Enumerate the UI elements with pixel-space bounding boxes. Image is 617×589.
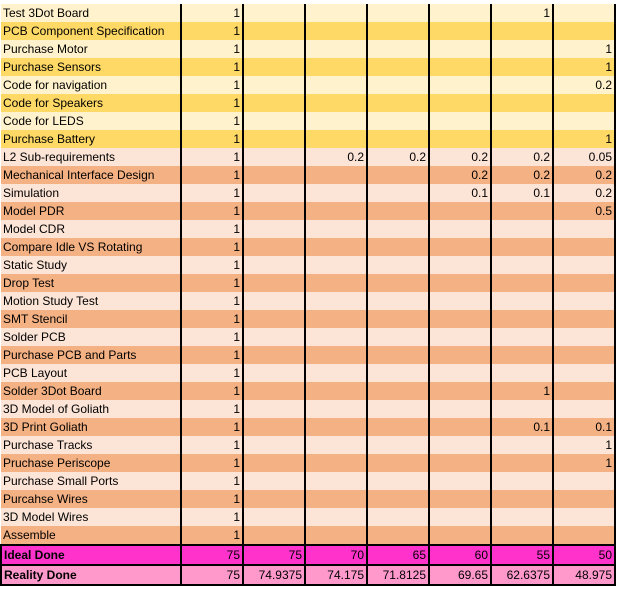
task-name-cell[interactable]: 3D Model of Goliath <box>1 400 181 418</box>
value-cell[interactable] <box>491 274 553 292</box>
value-cell[interactable] <box>367 22 429 40</box>
value-cell[interactable] <box>367 202 429 220</box>
table-row <box>1 310 615 328</box>
value-cell[interactable] <box>491 202 553 220</box>
value-cell[interactable] <box>367 112 429 130</box>
task-name-cell[interactable]: Code for navigation <box>1 76 181 94</box>
value-cell[interactable]: 1 <box>181 454 243 472</box>
value-cell[interactable]: 1 <box>491 4 553 22</box>
value-cell[interactable] <box>491 112 553 130</box>
value-cell[interactable]: 1 <box>181 238 243 256</box>
value-cell[interactable] <box>429 112 491 130</box>
value-cell[interactable] <box>243 310 305 328</box>
value-cell[interactable]: 1 <box>181 310 243 328</box>
task-name-cell[interactable]: 3D Print Goliath <box>1 418 181 436</box>
value-cell[interactable] <box>491 454 553 472</box>
task-name-cell[interactable]: Drop Test <box>1 274 181 292</box>
value-cell[interactable]: 0.5 <box>553 202 615 220</box>
value-cell[interactable] <box>367 256 429 274</box>
table-row <box>1 148 615 166</box>
value-cell[interactable]: 0.1 <box>491 184 553 202</box>
value-cell[interactable]: 1 <box>181 148 243 166</box>
value-cell[interactable] <box>429 364 491 382</box>
value-cell[interactable] <box>553 220 615 238</box>
value-cell[interactable]: 0.2 <box>553 166 615 184</box>
value-cell[interactable] <box>491 22 553 40</box>
value-cell[interactable] <box>553 328 615 346</box>
value-cell[interactable]: 75 <box>243 545 305 565</box>
value-cell[interactable] <box>305 4 367 22</box>
value-cell[interactable] <box>553 310 615 328</box>
value-cell[interactable] <box>305 472 367 490</box>
value-cell[interactable] <box>243 328 305 346</box>
value-cell[interactable] <box>429 454 491 472</box>
value-cell[interactable] <box>243 490 305 508</box>
value-cell[interactable] <box>553 22 615 40</box>
value-cell[interactable] <box>305 184 367 202</box>
value-cell[interactable] <box>243 166 305 184</box>
value-cell[interactable]: 1 <box>181 256 243 274</box>
task-name-cell[interactable]: PCB Layout <box>1 364 181 382</box>
value-cell[interactable] <box>243 454 305 472</box>
value-cell[interactable] <box>305 22 367 40</box>
value-cell[interactable] <box>429 130 491 148</box>
value-cell[interactable] <box>243 508 305 526</box>
value-cell[interactable]: 69.65 <box>429 565 491 585</box>
value-cell[interactable]: 1 <box>181 382 243 400</box>
value-cell[interactable] <box>305 436 367 454</box>
value-cell[interactable]: 1 <box>181 166 243 184</box>
table-row <box>1 436 615 454</box>
value-cell[interactable] <box>491 94 553 112</box>
task-name-cell[interactable]: Purchase PCB and Parts <box>1 346 181 364</box>
value-cell[interactable]: 74.9375 <box>243 565 305 585</box>
value-cell[interactable] <box>367 4 429 22</box>
value-cell[interactable]: 48.975 <box>553 565 615 585</box>
table-row <box>1 472 615 490</box>
value-cell[interactable] <box>367 418 429 436</box>
value-cell[interactable] <box>305 382 367 400</box>
value-cell[interactable] <box>429 4 491 22</box>
value-cell[interactable] <box>553 256 615 274</box>
value-cell[interactable] <box>243 526 305 545</box>
value-cell[interactable] <box>429 400 491 418</box>
value-cell[interactable] <box>491 292 553 310</box>
table-row <box>1 346 615 364</box>
summary-row <box>1 565 615 585</box>
table-row <box>1 418 615 436</box>
value-cell[interactable] <box>305 364 367 382</box>
value-cell[interactable]: 1 <box>181 184 243 202</box>
value-cell[interactable] <box>305 256 367 274</box>
value-cell[interactable] <box>491 328 553 346</box>
table-row <box>1 508 615 526</box>
value-cell[interactable]: 1 <box>181 472 243 490</box>
value-cell[interactable] <box>367 346 429 364</box>
value-cell[interactable] <box>243 76 305 94</box>
value-cell[interactable] <box>305 238 367 256</box>
value-cell[interactable] <box>243 256 305 274</box>
value-cell[interactable] <box>243 94 305 112</box>
value-cell[interactable] <box>243 382 305 400</box>
task-name-cell[interactable]: Purchase Sensors <box>1 58 181 76</box>
value-cell[interactable] <box>305 274 367 292</box>
value-cell[interactable]: 0.1 <box>491 418 553 436</box>
value-cell[interactable] <box>553 490 615 508</box>
value-cell[interactable] <box>491 526 553 545</box>
value-cell[interactable] <box>553 400 615 418</box>
value-cell[interactable] <box>429 346 491 364</box>
value-cell[interactable] <box>429 76 491 94</box>
value-cell[interactable]: 62.6375 <box>491 565 553 585</box>
table-row <box>1 58 615 76</box>
value-cell[interactable] <box>243 130 305 148</box>
task-name-cell[interactable]: Model PDR <box>1 202 181 220</box>
value-cell[interactable] <box>243 58 305 76</box>
value-cell[interactable] <box>243 436 305 454</box>
value-cell[interactable]: 50 <box>553 545 615 565</box>
value-cell[interactable]: 1 <box>181 94 243 112</box>
value-cell[interactable] <box>305 220 367 238</box>
value-cell[interactable] <box>429 292 491 310</box>
value-cell[interactable] <box>243 346 305 364</box>
table-body <box>1 4 615 585</box>
value-cell[interactable] <box>367 238 429 256</box>
value-cell[interactable] <box>367 310 429 328</box>
value-cell[interactable] <box>305 58 367 76</box>
value-cell[interactable] <box>491 58 553 76</box>
value-cell[interactable]: 1 <box>491 382 553 400</box>
value-cell[interactable]: 74.175 <box>305 565 367 585</box>
value-cell[interactable]: 1 <box>181 400 243 418</box>
value-cell[interactable] <box>553 346 615 364</box>
value-cell[interactable]: 1 <box>181 490 243 508</box>
value-cell[interactable] <box>491 472 553 490</box>
value-cell[interactable] <box>429 310 491 328</box>
table-row <box>1 202 615 220</box>
spreadsheet <box>0 4 616 586</box>
task-name-cell[interactable]: Purchase Battery <box>1 130 181 148</box>
value-cell[interactable] <box>553 364 615 382</box>
value-cell[interactable] <box>305 94 367 112</box>
value-cell[interactable] <box>367 400 429 418</box>
value-cell[interactable] <box>429 238 491 256</box>
value-cell[interactable] <box>367 184 429 202</box>
value-cell[interactable]: 0.2 <box>491 148 553 166</box>
value-cell[interactable]: 0.2 <box>491 166 553 184</box>
value-cell[interactable] <box>429 436 491 454</box>
task-name-cell[interactable]: Compare Idle VS Rotating <box>1 238 181 256</box>
table-row <box>1 526 615 545</box>
value-cell[interactable] <box>367 220 429 238</box>
task-name-cell[interactable]: Assemble <box>1 526 181 545</box>
table-row <box>1 166 615 184</box>
value-cell[interactable] <box>367 436 429 454</box>
value-cell[interactable] <box>491 220 553 238</box>
value-cell[interactable] <box>243 112 305 130</box>
value-cell[interactable] <box>305 418 367 436</box>
value-cell[interactable] <box>367 94 429 112</box>
value-cell[interactable] <box>429 382 491 400</box>
value-cell[interactable] <box>491 76 553 94</box>
value-cell[interactable] <box>429 490 491 508</box>
value-cell[interactable] <box>429 40 491 58</box>
table-row <box>1 274 615 292</box>
value-cell[interactable]: 65 <box>367 545 429 565</box>
table-row <box>1 184 615 202</box>
value-cell[interactable]: 1 <box>181 4 243 22</box>
value-cell[interactable]: 1 <box>181 526 243 545</box>
value-cell[interactable] <box>429 328 491 346</box>
value-cell[interactable]: 1 <box>181 76 243 94</box>
task-name-cell[interactable]: Mechanical Interface Design <box>1 166 181 184</box>
task-name-cell[interactable]: Solder 3Dot Board <box>1 382 181 400</box>
value-cell[interactable] <box>367 76 429 94</box>
value-cell[interactable] <box>367 292 429 310</box>
value-cell[interactable] <box>305 202 367 220</box>
task-name-cell[interactable]: Pruchase Periscope <box>1 454 181 472</box>
value-cell[interactable]: 0.2 <box>305 148 367 166</box>
table-row <box>1 292 615 310</box>
value-cell[interactable] <box>243 292 305 310</box>
value-cell[interactable]: 0.2 <box>429 148 491 166</box>
value-cell[interactable] <box>429 472 491 490</box>
value-cell[interactable] <box>553 112 615 130</box>
task-name-cell[interactable]: L2 Sub-requirements <box>1 148 181 166</box>
task-name-cell[interactable]: Purchase Motor <box>1 40 181 58</box>
value-cell[interactable] <box>367 382 429 400</box>
value-cell[interactable] <box>553 292 615 310</box>
value-cell[interactable] <box>429 22 491 40</box>
value-cell[interactable] <box>491 490 553 508</box>
table-row <box>1 490 615 508</box>
value-cell[interactable] <box>367 472 429 490</box>
value-cell[interactable] <box>305 454 367 472</box>
table-row <box>1 22 615 40</box>
value-cell[interactable] <box>243 202 305 220</box>
value-cell[interactable] <box>491 40 553 58</box>
task-name-cell[interactable]: Motion Study Test <box>1 292 181 310</box>
value-cell[interactable]: 0.2 <box>367 148 429 166</box>
value-cell[interactable] <box>243 274 305 292</box>
value-cell[interactable] <box>367 274 429 292</box>
value-cell[interactable] <box>367 508 429 526</box>
value-cell[interactable]: 1 <box>553 436 615 454</box>
value-cell[interactable] <box>243 22 305 40</box>
table-row <box>1 382 615 400</box>
table-row <box>1 400 615 418</box>
value-cell[interactable] <box>243 400 305 418</box>
value-cell[interactable] <box>367 364 429 382</box>
value-cell[interactable] <box>367 58 429 76</box>
value-cell[interactable]: 1 <box>181 364 243 382</box>
value-cell[interactable]: 0.2 <box>553 184 615 202</box>
task-name-cell[interactable]: Code for LEDS <box>1 112 181 130</box>
value-cell[interactable] <box>553 382 615 400</box>
task-name-cell[interactable]: 3D Model Wires <box>1 508 181 526</box>
value-cell[interactable] <box>429 526 491 545</box>
table-row <box>1 40 615 58</box>
value-cell[interactable]: 1 <box>181 346 243 364</box>
value-cell[interactable] <box>553 526 615 545</box>
value-cell[interactable] <box>429 256 491 274</box>
task-name-cell[interactable]: Model CDR <box>1 220 181 238</box>
value-cell[interactable] <box>429 94 491 112</box>
value-cell[interactable]: 60 <box>429 545 491 565</box>
value-cell[interactable] <box>553 94 615 112</box>
value-cell[interactable] <box>243 4 305 22</box>
value-cell[interactable] <box>305 328 367 346</box>
value-cell[interactable] <box>367 490 429 508</box>
task-name-cell[interactable]: SMT Stencil <box>1 310 181 328</box>
value-cell[interactable]: 1 <box>181 130 243 148</box>
table-row <box>1 328 615 346</box>
value-cell[interactable]: 1 <box>553 40 615 58</box>
value-cell[interactable] <box>305 112 367 130</box>
value-cell[interactable] <box>491 400 553 418</box>
value-cell[interactable] <box>491 256 553 274</box>
value-cell[interactable] <box>429 58 491 76</box>
value-cell[interactable]: 1 <box>181 292 243 310</box>
value-cell[interactable]: 75 <box>181 545 243 565</box>
value-cell[interactable] <box>305 346 367 364</box>
task-name-cell[interactable]: PCB Component Specification <box>1 22 181 40</box>
value-cell[interactable]: 1 <box>553 58 615 76</box>
task-name-cell[interactable]: Purcahse Wires <box>1 490 181 508</box>
value-cell[interactable] <box>305 490 367 508</box>
task-name-cell[interactable]: Solder PCB <box>1 328 181 346</box>
value-cell[interactable] <box>491 238 553 256</box>
value-cell[interactable]: 1 <box>181 274 243 292</box>
value-cell[interactable] <box>243 148 305 166</box>
table-row <box>1 256 615 274</box>
value-cell[interactable]: 1 <box>553 130 615 148</box>
value-cell[interactable]: 1 <box>181 220 243 238</box>
value-cell[interactable]: 1 <box>181 508 243 526</box>
value-cell[interactable] <box>553 508 615 526</box>
value-cell[interactable] <box>491 346 553 364</box>
task-name-cell[interactable]: Purchase Small Ports <box>1 472 181 490</box>
task-name-cell[interactable]: Test 3Dot Board <box>1 4 181 22</box>
value-cell[interactable] <box>243 472 305 490</box>
value-cell[interactable]: 75 <box>181 565 243 585</box>
value-cell[interactable] <box>367 130 429 148</box>
value-cell[interactable]: 1 <box>181 202 243 220</box>
value-cell[interactable] <box>429 274 491 292</box>
value-cell[interactable]: 1 <box>181 436 243 454</box>
value-cell[interactable]: 1 <box>181 58 243 76</box>
value-cell[interactable] <box>305 76 367 94</box>
value-cell[interactable]: 55 <box>491 545 553 565</box>
value-cell[interactable] <box>553 238 615 256</box>
task-name-cell[interactable]: Reality Done <box>1 565 181 585</box>
summary-row <box>1 545 615 565</box>
table-row <box>1 76 615 94</box>
value-cell[interactable]: 0.05 <box>553 148 615 166</box>
table-row <box>1 454 615 472</box>
value-cell[interactable]: 70 <box>305 545 367 565</box>
table-row <box>1 130 615 148</box>
value-cell[interactable] <box>305 310 367 328</box>
value-cell[interactable] <box>429 418 491 436</box>
value-cell[interactable] <box>243 238 305 256</box>
value-cell[interactable] <box>243 418 305 436</box>
value-cell[interactable]: 1 <box>181 112 243 130</box>
table-row <box>1 238 615 256</box>
table-row <box>1 4 615 22</box>
value-cell[interactable] <box>305 400 367 418</box>
value-cell[interactable] <box>305 130 367 148</box>
value-cell[interactable] <box>429 220 491 238</box>
value-cell[interactable]: 1 <box>181 328 243 346</box>
value-cell[interactable]: 1 <box>181 22 243 40</box>
value-cell[interactable]: 1 <box>181 40 243 58</box>
table-row <box>1 364 615 382</box>
value-cell[interactable] <box>243 40 305 58</box>
task-name-cell[interactable]: Purchase Tracks <box>1 436 181 454</box>
table-row <box>1 112 615 130</box>
value-cell[interactable] <box>305 526 367 545</box>
value-cell[interactable] <box>491 130 553 148</box>
value-cell[interactable] <box>491 508 553 526</box>
value-cell[interactable] <box>367 166 429 184</box>
value-cell[interactable] <box>243 184 305 202</box>
value-cell[interactable]: 0.2 <box>429 166 491 184</box>
value-cell[interactable] <box>367 454 429 472</box>
value-cell[interactable] <box>305 292 367 310</box>
task-name-cell[interactable]: Simulation <box>1 184 181 202</box>
value-cell[interactable]: 1 <box>181 418 243 436</box>
value-cell[interactable] <box>243 220 305 238</box>
value-cell[interactable] <box>367 526 429 545</box>
value-cell[interactable]: 0.2 <box>553 76 615 94</box>
table-row <box>1 220 615 238</box>
value-cell[interactable] <box>305 40 367 58</box>
value-cell[interactable] <box>243 364 305 382</box>
value-cell[interactable] <box>491 310 553 328</box>
value-cell[interactable] <box>367 40 429 58</box>
task-progress-table <box>0 4 616 586</box>
value-cell[interactable] <box>429 202 491 220</box>
task-name-cell[interactable]: Code for Speakers <box>1 94 181 112</box>
value-cell[interactable] <box>491 436 553 454</box>
task-name-cell[interactable]: Static Study <box>1 256 181 274</box>
value-cell[interactable]: 71.8125 <box>367 565 429 585</box>
value-cell[interactable]: 1 <box>553 454 615 472</box>
value-cell[interactable] <box>305 166 367 184</box>
value-cell[interactable]: 0.1 <box>429 184 491 202</box>
value-cell[interactable] <box>367 328 429 346</box>
value-cell[interactable] <box>305 508 367 526</box>
table-row <box>1 94 615 112</box>
value-cell[interactable] <box>553 4 615 22</box>
value-cell[interactable]: 0.1 <box>553 418 615 436</box>
value-cell[interactable] <box>491 364 553 382</box>
value-cell[interactable] <box>553 274 615 292</box>
task-name-cell[interactable]: Ideal Done <box>1 545 181 565</box>
value-cell[interactable] <box>429 508 491 526</box>
value-cell[interactable] <box>553 472 615 490</box>
